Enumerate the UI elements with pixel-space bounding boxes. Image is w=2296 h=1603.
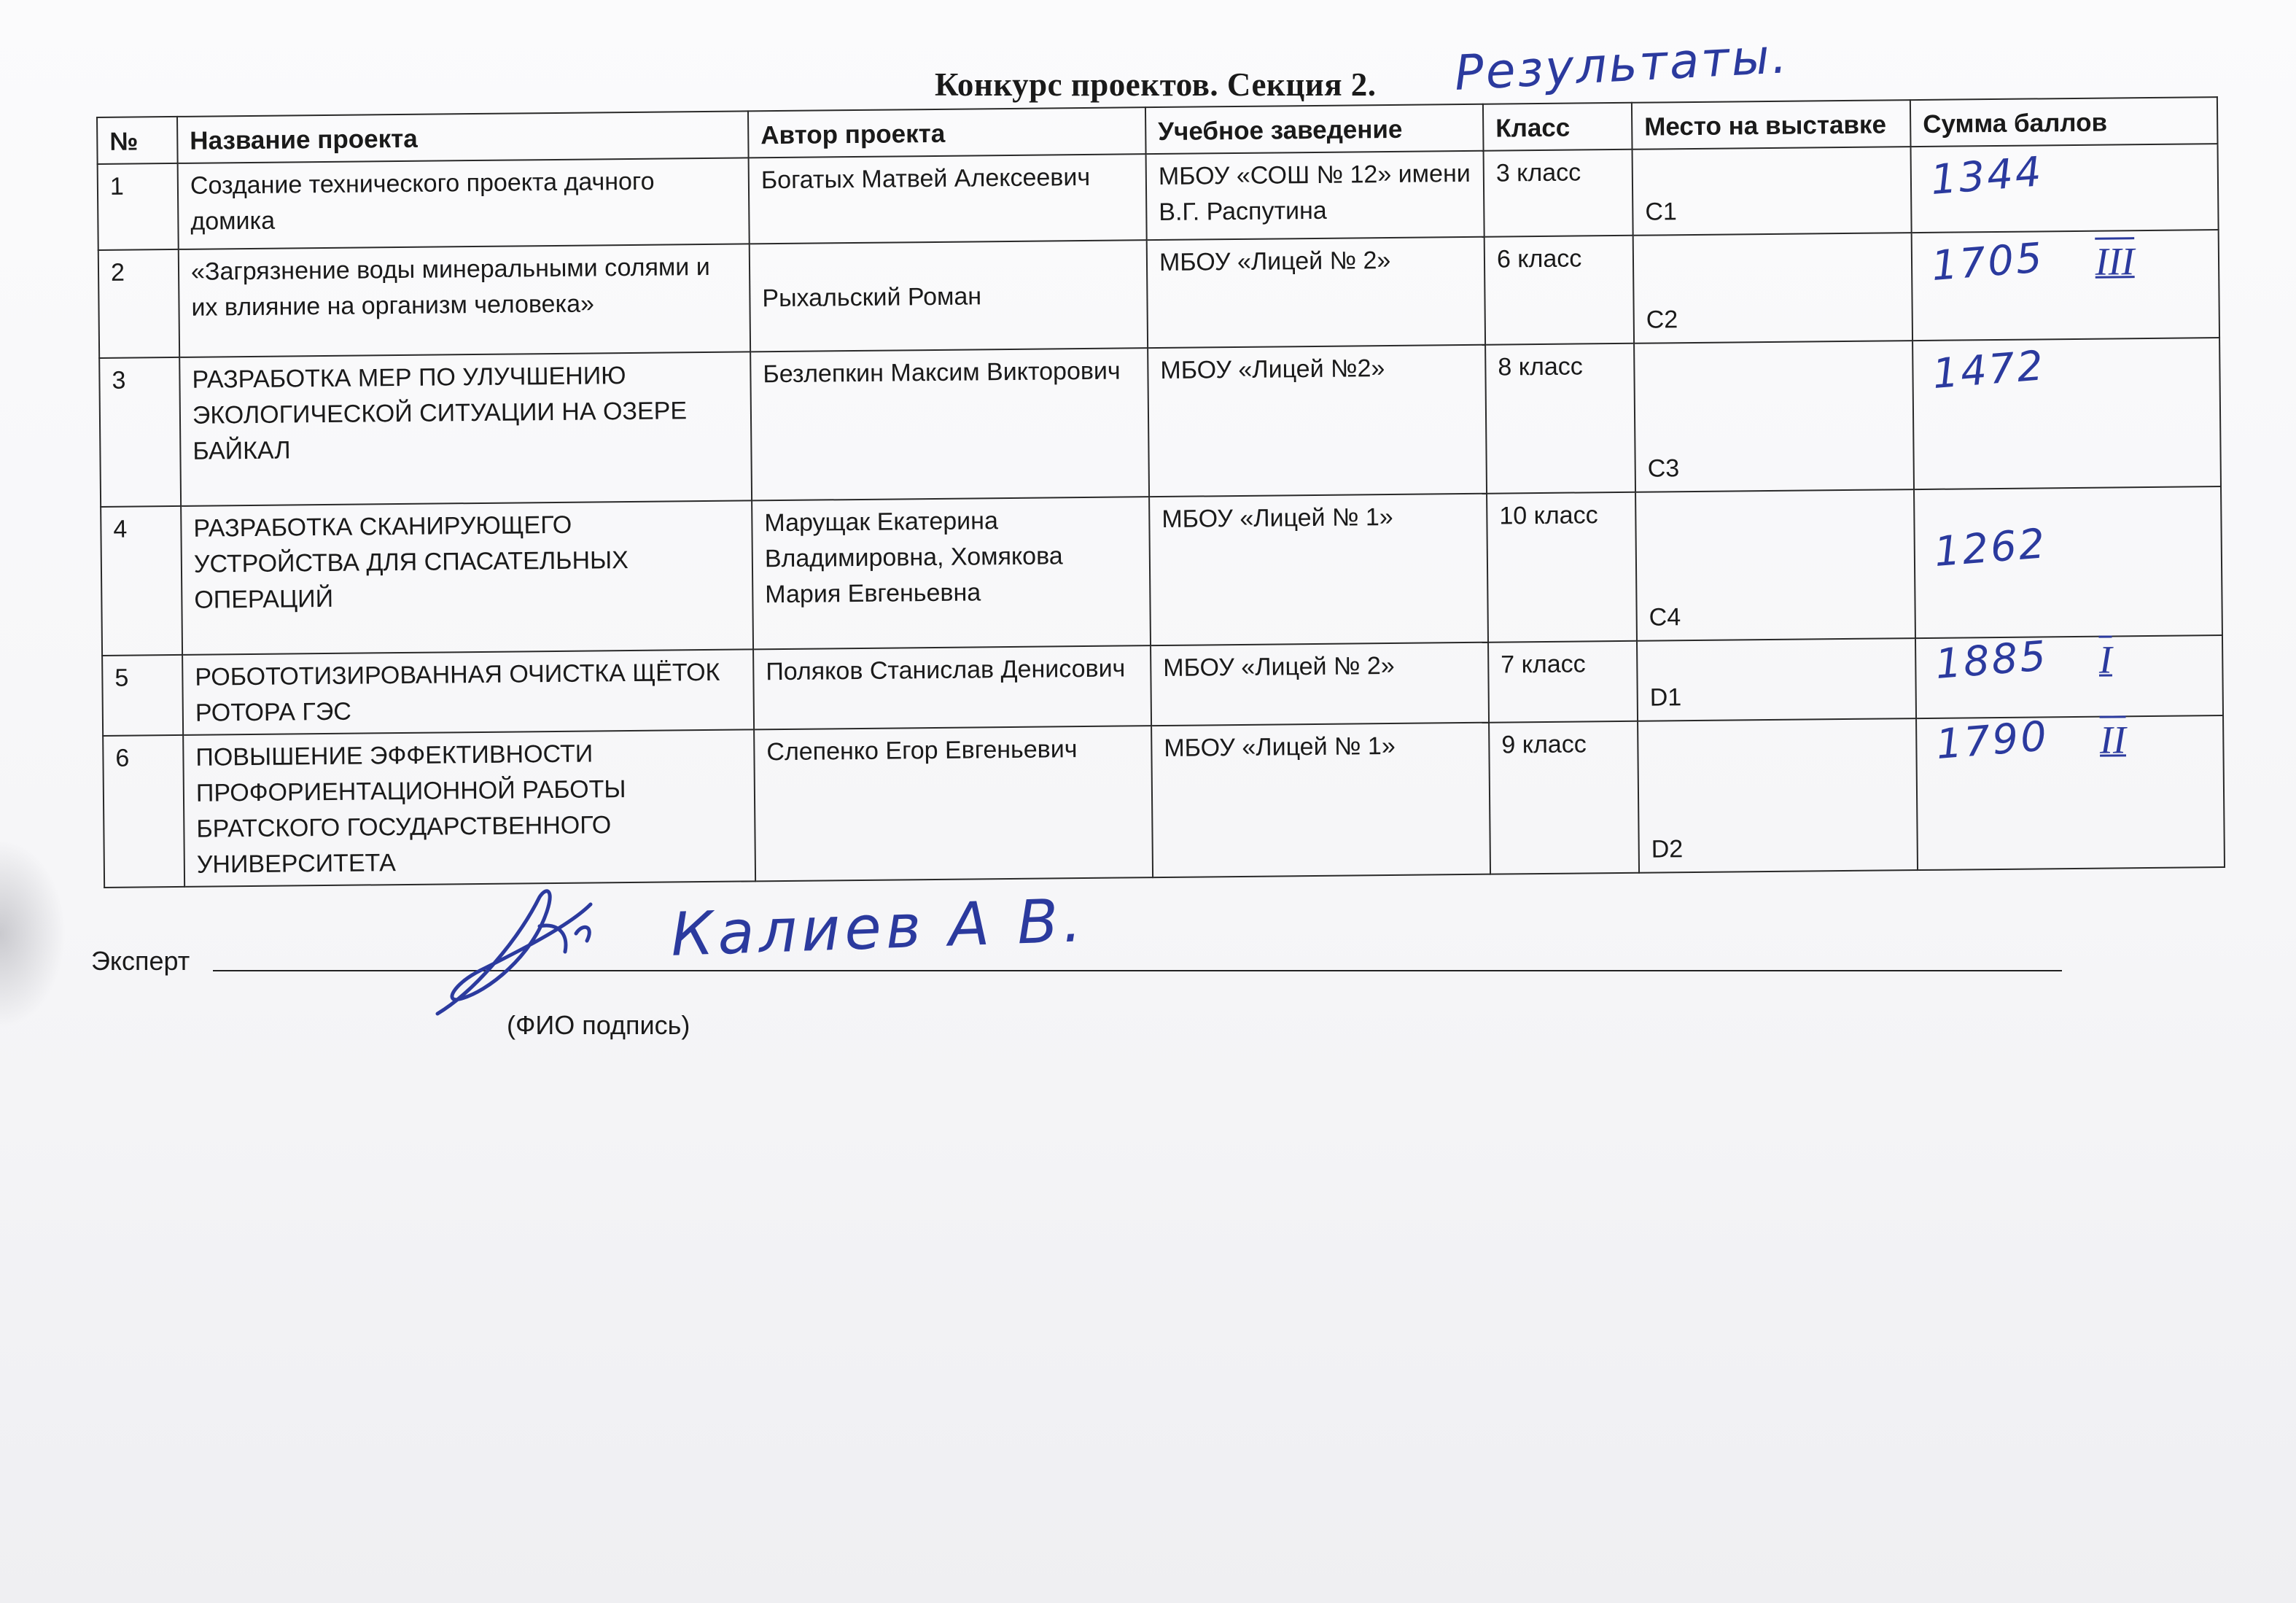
results-table <box>96 96 2225 888</box>
header-school: Учебное заведение <box>1145 104 1484 154</box>
project-author: Поляков Станислав Денисович <box>753 645 1151 729</box>
school-name: МБОУ «Лицей №2» <box>1148 345 1487 497</box>
header-grade: Класс <box>1483 103 1633 151</box>
handwritten-score: 1790 <box>1934 713 2051 769</box>
project-author: Богатых Матвей Алексеевич <box>749 154 1147 244</box>
exhibit-place: D2 <box>1638 718 1918 873</box>
exhibit-place: C1 <box>1633 147 1912 236</box>
header-project-name: Название проекта <box>177 111 749 163</box>
row-number: 6 <box>103 735 184 888</box>
school-name: МБОУ «Лицей № 2» <box>1147 237 1485 348</box>
project-author: Марущак Екатерина Владимировна, Хомякова Мария Евгеньевна <box>752 497 1151 649</box>
paper-shadow <box>0 839 66 1028</box>
score-cell <box>1912 230 2219 341</box>
project-name: «Загрязнение воды минеральными солями и их влияние на организм человека» <box>179 244 750 357</box>
row-number: 4 <box>101 506 182 656</box>
handwritten-score: 1705 <box>1929 234 2046 291</box>
expert-label: Эксперт <box>91 946 190 976</box>
row-number: 3 <box>99 357 181 507</box>
signature-name: Калиев А В. <box>669 886 1087 970</box>
row-number: 2 <box>98 249 179 358</box>
score-cell <box>1915 632 2223 718</box>
project-name: ПОВЫШЕНИЕ ЭФФЕКТИВНОСТИ ПРОФОРИЕНТАЦИОННОЙ РАБОТЫ БРАТСКОГО ГОСУДАРСТВЕННОГО УНИВЕРСИТЕТА <box>183 729 755 887</box>
grade: 8 класс <box>1485 344 1635 494</box>
score-cell <box>1911 144 2219 233</box>
exhibit-place: D1 <box>1637 638 1916 721</box>
table-row <box>99 338 2221 507</box>
row-number: 5 <box>102 655 183 736</box>
handwritten-rank: III <box>2095 239 2135 284</box>
score-cell <box>1914 486 2222 638</box>
grade: 7 класс <box>1488 641 1638 723</box>
grade: 3 класс <box>1484 150 1633 237</box>
grade: 9 класс <box>1489 721 1639 874</box>
handwritten-score: 1885 <box>1933 632 2050 689</box>
handwritten-score: 1262 <box>1932 520 2049 577</box>
exhibit-place: C3 <box>1634 341 1914 492</box>
grade: 6 класс <box>1484 236 1634 345</box>
header-number: № <box>97 117 178 164</box>
handwritten-title: Результаты. <box>1452 28 1791 101</box>
score-cell <box>1916 715 2225 870</box>
header-exhibit-place: Место на выставке <box>1632 100 1911 150</box>
school-name: МБОУ «Лицей № 2» <box>1151 643 1489 726</box>
header-author: Автор проекта <box>748 107 1146 158</box>
page-title: Конкурс проектов. Секция 2. <box>935 66 1377 103</box>
header-score-total: Сумма баллов <box>1910 97 2218 147</box>
project-name: РАЗРАБОТКА МЕР ПО УЛУЧШЕНИЮ ЭКОЛОГИЧЕСКОЙ СИТУАЦИИ НА ОЗЕРЕ БАЙКАЛ <box>179 352 752 506</box>
row-number: 1 <box>98 163 179 250</box>
results-table-container <box>96 96 2224 879</box>
signature-scribble <box>430 882 598 1021</box>
handwritten-rank: I <box>2098 637 2113 682</box>
table-row <box>103 715 2225 888</box>
exhibit-place: C2 <box>1633 233 1912 344</box>
handwritten-rank: II <box>2099 718 2127 762</box>
project-name: Создание технического проекта дачного домика <box>178 158 750 249</box>
handwritten-score: 1472 <box>1931 342 2047 399</box>
exhibit-place: C4 <box>1635 489 1915 641</box>
project-author: Слепенко Егор Евгеньевич <box>754 726 1153 881</box>
school-name: МБОУ «СОШ № 12» имени В.Г. Распутина <box>1146 151 1484 240</box>
handwritten-score: 1344 <box>1929 148 2045 205</box>
grade: 10 класс <box>1487 492 1637 643</box>
project-name: РАЗРАБОТКА СКАНИРУЮЩЕГО УСТРОЙСТВА ДЛЯ СПАСАТЕЛЬНЫХ ОПЕРАЦИЙ <box>181 500 753 655</box>
table-row <box>101 486 2222 656</box>
table-row <box>98 230 2219 358</box>
school-name: МБОУ «Лицей № 1» <box>1149 494 1488 645</box>
project-name: РОБОТОТИЗИРОВАННАЯ ОЧИСТКА ЩЁТОК РОТОРА ГЭС <box>182 649 754 735</box>
project-author: Рыхальский Роман <box>750 240 1148 352</box>
score-cell <box>1912 338 2221 489</box>
project-author: Безлепкин Максим Викторович <box>750 348 1149 500</box>
signature-caption: (ФИО подпись) <box>507 1010 690 1040</box>
school-name: МБОУ «Лицей № 1» <box>1151 723 1490 877</box>
